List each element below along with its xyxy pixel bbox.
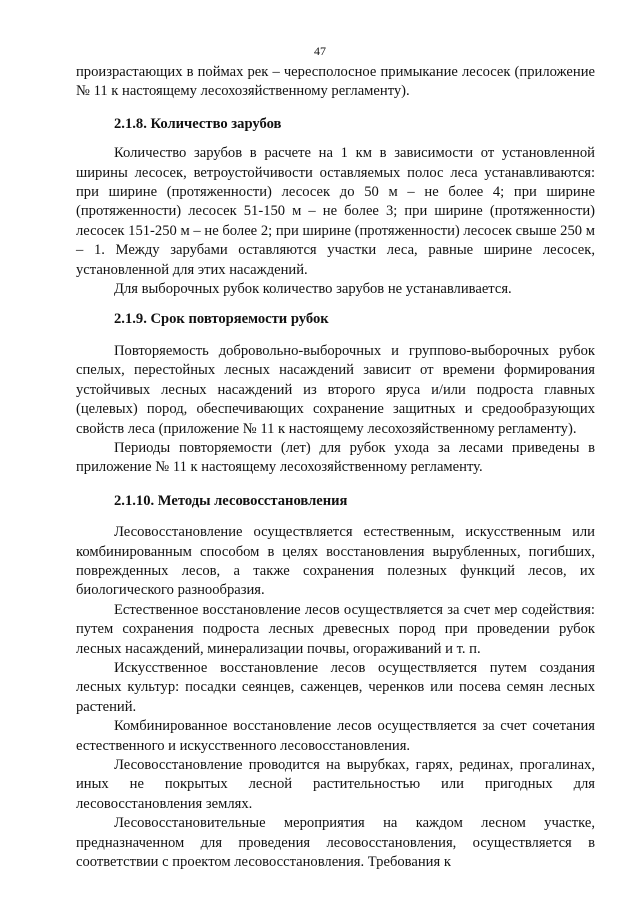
paragraph: Периоды повторяемости (лет) для рубок ухода за лесами приведены в приложение № 11 к настоящему лесохозяйственному регламенту. [76,439,595,476]
paragraph: Количество зарубов в расчете на 1 км в зависимости от установленной ширины лесосек, ветроустойчивости оставляемых полос леса устанавливаются: при ширине (протяженности) лесосек до 50 м – не более 4; при ширине (протяженности) лесосек 51-150 м – не более 3; при ширине (протяженности) лесосек 151-250 м – не более 2; при ширине (протяженности) лесосек свыше 250 м – 1. Между зарубами оставляются участки леса, равные ширине лесосек, установленной для этих насаждений. [76,145,595,278]
paragraph: Естественное восстановление лесов осуществляется за счет мер содействия: путем сохранения подроста лесных древесных пород при проведении рубок лесных насаждений, минерализации почвы, огораживаний и т. п. [76,601,595,657]
page-number: 47 [314,44,326,58]
paragraph: Лесовосстановительные мероприятия на каждом лесном участке, предназначенном для проведения лесовосстановления, осуществляется в соответствии с проектом лесовосстановления. Требования к [76,815,595,871]
paragraph: Повторяемость добровольно-выборочных и группово-выборочных рубок спелых, перестойных лесных насаждений зависит от времени формирования устойчивых лесных насаждений из второго яруса и/или подроста главных (целевых) пород, обеспечивающих сохранение защитных и средообразующих свойств леса (приложение № 11 к настоящему лесохозяйственному регламенту). [76,342,595,437]
section-heading-2-1-10: 2.1.10. Методы лесовосстановления [114,492,348,509]
section-heading-2-1-8: 2.1.8. Количество зарубов [114,115,282,132]
section-heading-2-1-9: 2.1.9. Срок повторяемости рубок [114,311,329,328]
paragraph: Для выборочных рубок количество зарубов не устанавливается. [114,281,512,298]
paragraph: Комбинированное восстановление лесов осуществляется за счет сочетания естественного и искусственного лесовосстановления. [76,718,595,754]
paragraph: Лесовосстановление проводится на вырубках, гарях, рединах, прогалинах, иных не покрытых лесной растительностью или пригодных для лесовосстановления землях. [76,757,595,812]
paragraph: Искусственное восстановление лесов осуществляется путем создания лесных культур: посадки сеянцев, саженцев, черенков или посева семян лесных растений. [76,659,595,715]
paragraph-continuation: произрастающих в поймах рек – чересполосное примыкание лесосек (приложение № 11 к настоящему лесохозяйственному регламенту). [76,64,595,100]
paragraph: Лесовосстановление осуществляется естественным, искусственным или комбинированным способом в целях восстановления вырубленных, погибших, поврежденных лесов, а также сохранения полезных функций лесов, их биологического разнообразия. [76,524,595,599]
page-content [76,63,595,872]
